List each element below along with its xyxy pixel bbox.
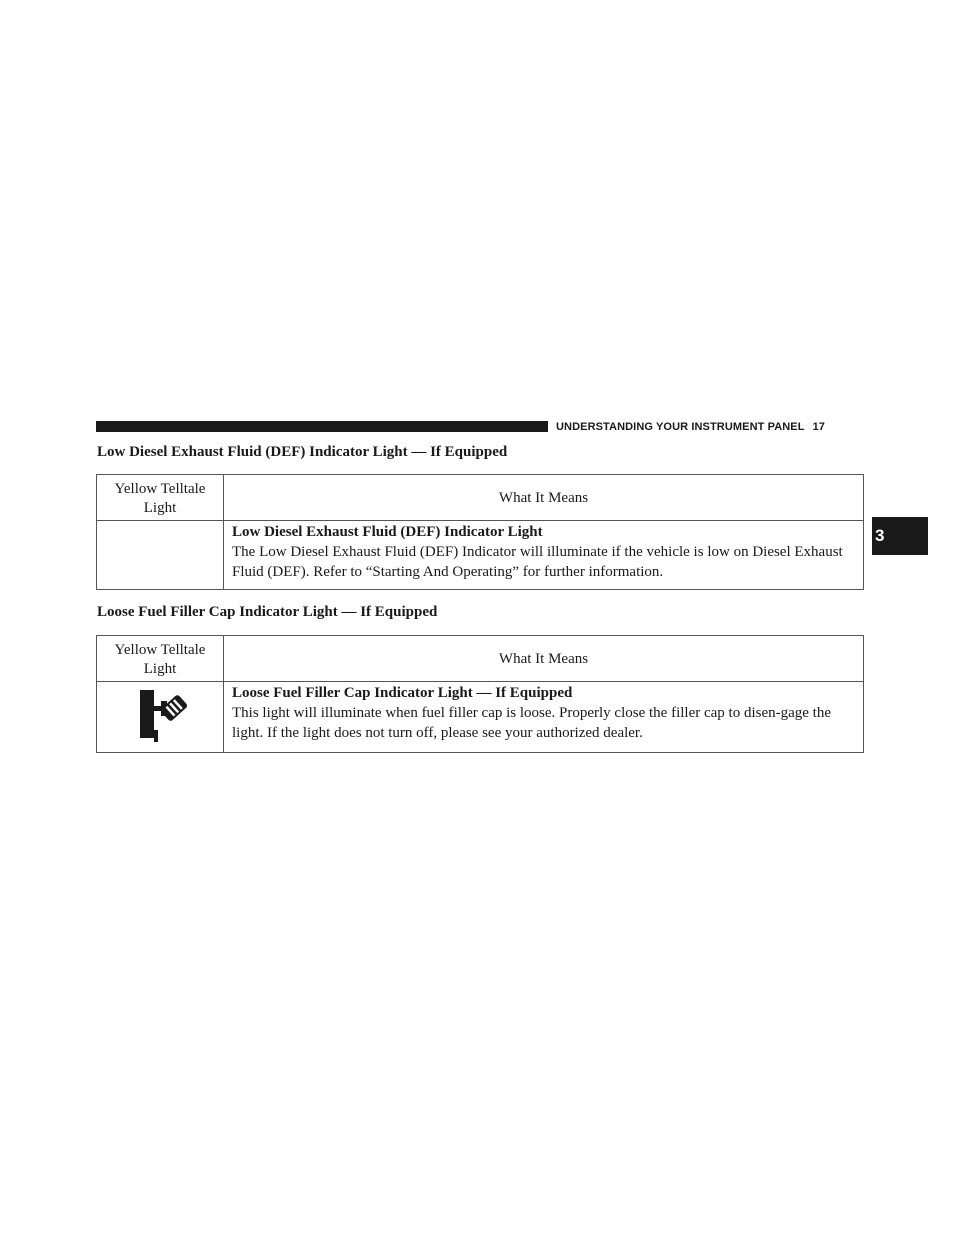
column-header-meaning: What It Means [224, 475, 864, 521]
page-number: 17 [812, 421, 825, 433]
telltale-icon-cell [97, 521, 224, 590]
telltale-icon-cell [97, 682, 224, 753]
chapter-tab: 3 [872, 517, 928, 555]
section-title-fuel-cap: Loose Fuel Filler Cap Indicator Light — If Equipped [97, 604, 438, 620]
table-row [97, 521, 864, 590]
header-title: UNDERSTANDING YOUR INSTRUMENT PANEL [556, 421, 805, 433]
item-title: Loose Fuel Filler Cap Indicator Light — If Equipped [232, 685, 573, 701]
header-rule [96, 421, 548, 432]
column-header-light: Yellow Telltale Light [97, 636, 224, 682]
telltale-table-fuel-cap [96, 635, 864, 753]
meaning-cell [224, 521, 864, 590]
section-title-def: Low Diesel Exhaust Fluid (DEF) Indicator Light — If Equipped [97, 444, 508, 460]
item-title: Low Diesel Exhaust Fluid (DEF) Indicator Light [232, 524, 543, 540]
item-description: This light will illuminate when fuel filler cap is loose. Properly close the filler cap to disen-gage the light. If the light does not turn off, please see your authorized dealer. [232, 705, 832, 741]
table-header-row [97, 636, 864, 682]
running-header [556, 420, 866, 434]
column-header-light: Yellow Telltale Light [97, 475, 224, 521]
table-row [97, 682, 864, 753]
telltale-table-def [96, 474, 864, 590]
item-description: The Low Diesel Exhaust Fluid (DEF) Indicator will illuminate if the vehicle is low on Diesel Exhaust Fluid (DEF). Refer to “Starting And Operating” for further information. [232, 544, 843, 580]
column-header-meaning: What It Means [224, 636, 864, 682]
table-header-row [97, 475, 864, 521]
meaning-cell [224, 682, 864, 753]
fuel-pump-icon [130, 686, 190, 746]
